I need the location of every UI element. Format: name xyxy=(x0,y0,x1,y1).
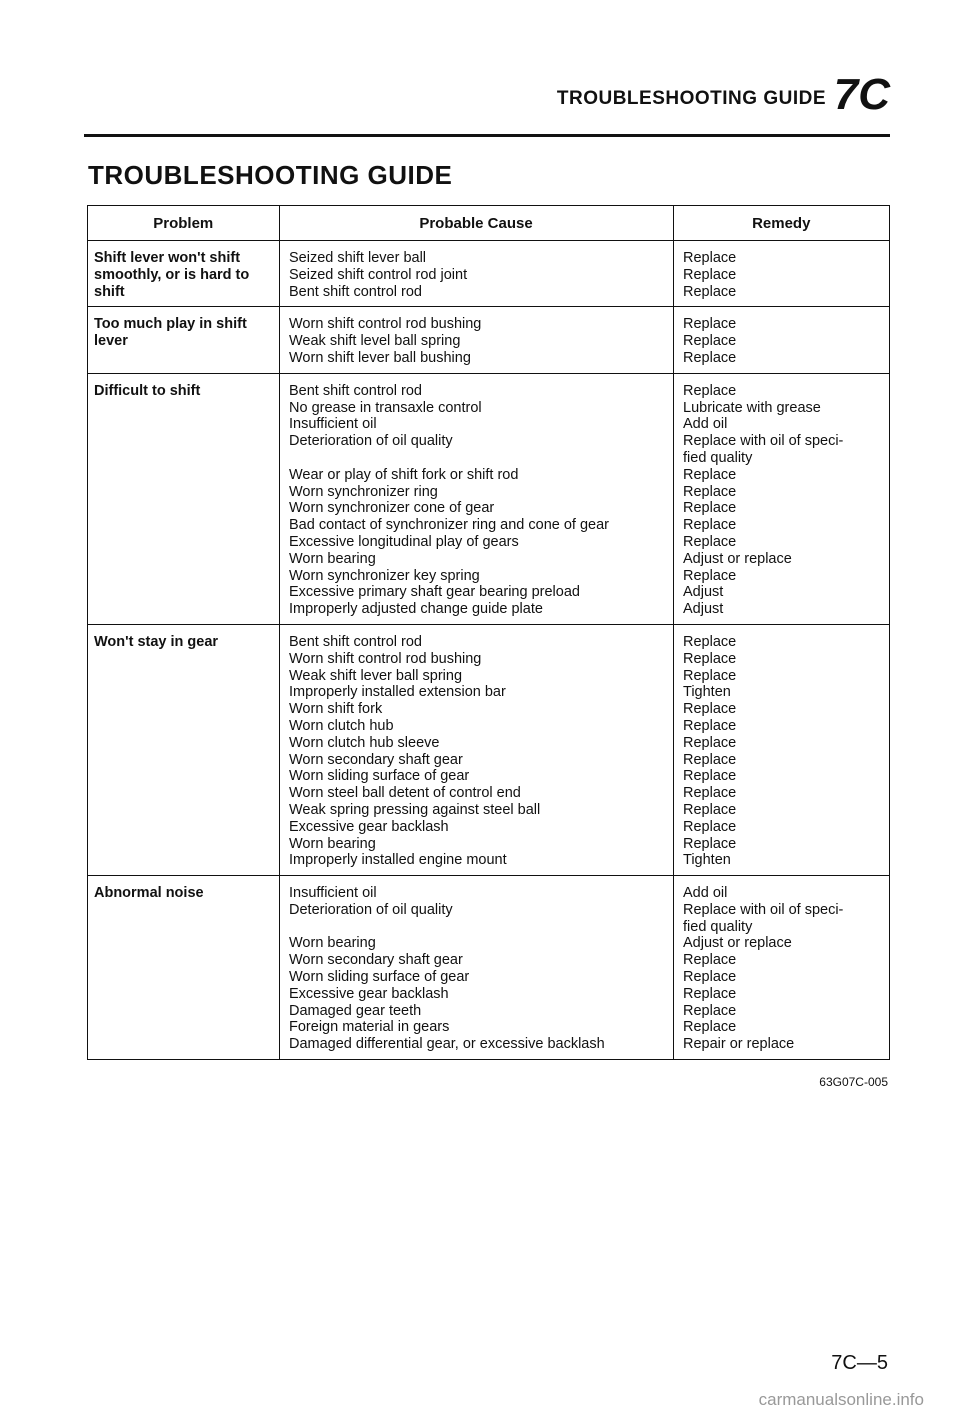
header-title: TROUBLESHOOTING GUIDE xyxy=(556,88,826,109)
cell-line: Foreign material in gears xyxy=(289,1019,450,1036)
cell-line: Replace xyxy=(683,500,737,517)
cell-line: Worn sliding surface of gear xyxy=(289,768,470,785)
cell-line: Replace xyxy=(683,818,737,835)
cell-line: Weak spring pressing against steel ball xyxy=(289,801,541,818)
figure-reference: 63G07C-005 xyxy=(819,1075,888,1089)
cell-line xyxy=(289,919,665,936)
cell-line: shift xyxy=(94,283,125,300)
cell-line: Worn steel ball detent of control end xyxy=(289,785,521,802)
problem-cell xyxy=(88,241,279,306)
remedy-cell xyxy=(673,241,889,306)
cell-line: Replace xyxy=(683,283,737,300)
cell-line: smoothly, or is hard to xyxy=(94,266,250,283)
cell-line: Worn sliding surface of gear xyxy=(289,969,470,986)
cell-line: Worn synchronizer ring xyxy=(289,483,438,500)
table-row xyxy=(88,876,889,1059)
cell-line: Worn shift control rod bushing xyxy=(289,650,482,667)
cell-line: Excessive longitudinal play of gears xyxy=(289,533,519,550)
table-body xyxy=(88,241,889,1059)
cause-cell xyxy=(279,625,673,875)
cell-line: Replace xyxy=(683,734,737,751)
cause-cell xyxy=(279,374,673,624)
cell-line: Adjust xyxy=(683,584,724,601)
cell-line: Replace xyxy=(683,533,737,550)
cell-line: Deterioration of oil quality xyxy=(289,433,453,450)
cell-line: Insufficient oil xyxy=(289,885,377,902)
table-row xyxy=(88,374,889,625)
cause-cell xyxy=(279,241,673,306)
cell-line: Won't stay in gear xyxy=(94,633,219,650)
cell-line: Replace xyxy=(683,466,737,483)
cell-line: Worn synchronizer cone of gear xyxy=(289,500,495,517)
cell-line: Replace xyxy=(683,785,737,802)
cell-line: Replace xyxy=(683,650,737,667)
table-row xyxy=(88,307,889,373)
cell-line: Insufficient oil xyxy=(289,416,377,433)
cell-line: Replace with oil of speci- xyxy=(683,433,844,450)
cell-line: Weak shift level ball spring xyxy=(289,333,461,350)
cell-line: Replace xyxy=(683,382,737,399)
cell-line: Replace xyxy=(683,717,737,734)
cell-line: Worn secondary shaft gear xyxy=(289,751,463,768)
cell-line: Replace xyxy=(683,316,737,333)
cell-line: Damaged gear teeth xyxy=(289,1002,422,1019)
cell-line: Replace xyxy=(683,768,737,785)
cell-line: Seized shift lever ball xyxy=(289,250,427,266)
column-header-remedy: Remedy xyxy=(673,206,889,240)
page-title: TROUBLESHOOTING GUIDE xyxy=(88,160,453,190)
cell-line: Worn shift fork xyxy=(289,701,383,718)
cell-line: Bad contact of synchronizer ring and cone of gear xyxy=(289,517,609,534)
cell-line: Worn secondary shaft gear xyxy=(289,952,463,969)
table-header xyxy=(88,206,889,241)
problem-cell xyxy=(88,876,279,1059)
cell-line: Worn bearing xyxy=(289,935,376,952)
cell-line: lever xyxy=(94,333,128,350)
cell-line: Weak shift lever ball spring xyxy=(289,667,463,684)
cell-line: Replace xyxy=(683,1002,737,1019)
cell-line: Lubricate with grease xyxy=(683,399,821,416)
page-header xyxy=(84,72,890,137)
watermark: carmanualsonline.info xyxy=(758,1390,924,1409)
cell-line: Excessive gear backlash xyxy=(289,985,449,1002)
cell-line: Replace xyxy=(683,1019,737,1036)
troubleshooting-table xyxy=(87,205,890,1060)
cell-line: Improperly adjusted change guide plate xyxy=(289,601,543,618)
remedy-cell xyxy=(673,625,889,875)
cell-line: Replace xyxy=(683,985,737,1002)
header-section-code: 7C xyxy=(833,70,890,119)
cell-line: Replace xyxy=(683,250,737,266)
cell-line: Shift lever won't shift xyxy=(94,250,241,266)
cell-line: Seized shift control rod joint xyxy=(289,266,468,283)
cell-line: Replace xyxy=(683,835,737,852)
cell-line: Difficult to shift xyxy=(94,382,201,399)
cell-line xyxy=(289,450,665,467)
cell-line: No grease in transaxle control xyxy=(289,399,482,416)
cell-line: Damaged differential gear, or excessive backlash xyxy=(289,1036,605,1053)
cell-line: Replace xyxy=(683,633,737,650)
cell-line: Tighten xyxy=(683,852,731,869)
cell-line: Replace xyxy=(683,333,737,350)
cell-line: Worn shift control rod bushing xyxy=(289,316,482,333)
cell-line: fied quality xyxy=(683,449,753,466)
cell-line: Replace xyxy=(683,517,737,534)
cause-cell xyxy=(279,307,673,372)
problem-cell xyxy=(88,625,279,875)
cell-line: Add oil xyxy=(683,416,728,433)
cell-line: Deterioration of oil quality xyxy=(289,901,453,918)
cell-line: Worn bearing xyxy=(289,835,376,852)
table-row xyxy=(88,241,889,307)
cell-line: Replace xyxy=(683,801,737,818)
page-number: 7C—5 xyxy=(831,1352,888,1374)
cell-line: Wear or play of shift fork or shift rod xyxy=(289,466,519,483)
cell-line: Replace xyxy=(683,266,737,283)
cell-line: Replace xyxy=(683,751,737,768)
remedy-cell xyxy=(673,876,889,1059)
cell-line: Bent shift control rod xyxy=(289,633,422,650)
cell-line: Bent shift control rod xyxy=(289,382,422,399)
cell-line: Worn clutch hub sleeve xyxy=(289,734,440,751)
cell-line: Replace xyxy=(683,969,737,986)
cell-line: Improperly installed extension bar xyxy=(289,684,506,701)
cell-line: Adjust or replace xyxy=(683,935,792,952)
cell-line: Replace with oil of speci- xyxy=(683,901,844,918)
cause-cell xyxy=(279,876,673,1059)
cell-line: Excessive primary shaft gear bearing preload xyxy=(289,584,580,601)
table-row xyxy=(88,625,889,876)
column-header-problem: Problem xyxy=(153,214,214,232)
cell-line: Replace xyxy=(683,567,737,584)
column-header-cause: Probable Cause xyxy=(279,206,673,240)
cell-line: Bent shift control rod xyxy=(289,283,422,300)
cell-line: Repair or replace xyxy=(683,1036,795,1053)
cell-line: fied quality xyxy=(683,918,753,935)
cell-line: Worn synchronizer key spring xyxy=(289,567,480,584)
remedy-cell xyxy=(673,307,889,372)
cell-line: Excessive gear backlash xyxy=(289,818,449,835)
cell-line: Too much play in shift xyxy=(94,316,247,333)
cell-line: Replace xyxy=(683,952,737,969)
cell-line: Tighten xyxy=(683,684,731,701)
cell-line: Adjust or replace xyxy=(683,550,792,567)
cell-line: Add oil xyxy=(683,885,728,902)
cell-line: Replace xyxy=(683,483,737,500)
cell-line: Worn shift lever ball bushing xyxy=(289,349,471,366)
cell-line: Improperly installed engine mount xyxy=(289,852,507,869)
problem-cell xyxy=(88,307,279,372)
cell-line: Abnormal noise xyxy=(94,885,204,902)
cell-line: Replace xyxy=(683,667,737,684)
cell-line: Worn bearing xyxy=(289,550,376,567)
cell-line: Adjust xyxy=(683,601,724,618)
cell-line: Worn clutch hub xyxy=(289,717,394,734)
remedy-cell xyxy=(673,374,889,624)
cell-line: Replace xyxy=(683,349,737,366)
cell-line: Replace xyxy=(683,701,737,718)
problem-cell xyxy=(88,374,279,624)
